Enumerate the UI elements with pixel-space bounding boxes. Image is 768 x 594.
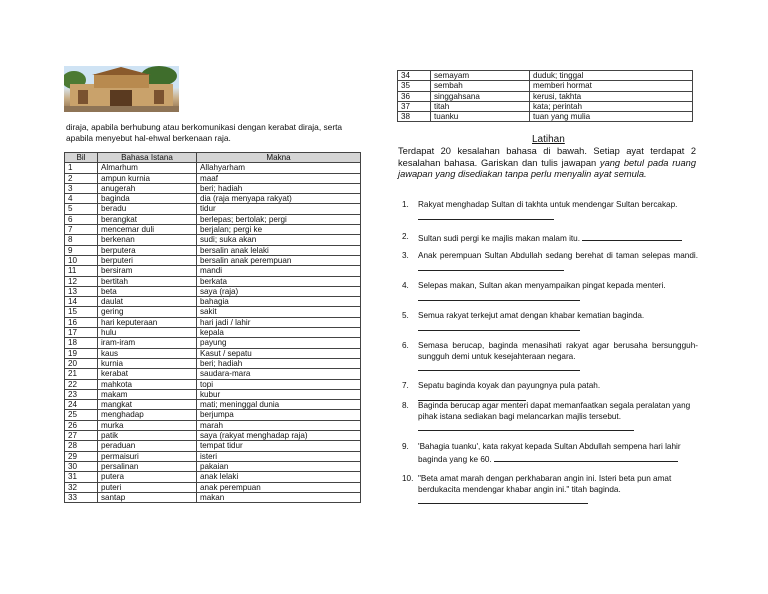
intro-paragraph: diraja, apabila berhubung atau berkomunikasi dengan kerabat diraja, serta apabila menyebut hal-ehwal berkenaan raja.: [66, 122, 343, 143]
cell-makna: tempat tidur: [197, 441, 361, 451]
cell-bil: 19: [65, 348, 98, 358]
latihan-instruction: [398, 146, 696, 181]
cell-bil: 11: [65, 266, 98, 276]
table-row: [65, 255, 361, 265]
header-makna: Makna: [197, 153, 361, 163]
table-row: [65, 420, 361, 430]
answer-blank[interactable]: [418, 495, 588, 504]
cell-bil: 37: [398, 101, 431, 111]
cell-bil: 33: [65, 492, 98, 502]
cell-bil: 9: [65, 245, 98, 255]
question-number: 4.: [402, 281, 409, 290]
table-row: [65, 183, 361, 193]
cell-bahasa-istana: mangkat: [98, 400, 197, 410]
cell-makna: sakit: [197, 307, 361, 317]
cell-bahasa-istana: patik: [98, 431, 197, 441]
cell-makna: isteri: [197, 451, 361, 461]
cell-bil: 36: [398, 91, 431, 101]
cell-makna: beri; hadiah: [197, 183, 361, 193]
table-row: [65, 389, 361, 399]
question-item: [402, 311, 698, 334]
cell-makna: pakaian: [197, 461, 361, 471]
question-number: 3.: [402, 251, 409, 260]
palace-photo: [64, 66, 179, 112]
table-row: [65, 173, 361, 183]
cell-bahasa-istana: mencemar duli: [98, 225, 197, 235]
question-text: Semua rakyat terkejut amat dengan khabar kematian baginda.: [418, 311, 645, 320]
table-row: [65, 338, 361, 348]
cell-bil: 6: [65, 214, 98, 224]
cell-bahasa-istana: menghadap: [98, 410, 197, 420]
cell-bil: 7: [65, 225, 98, 235]
cell-bahasa-istana: putera: [98, 472, 197, 482]
cell-makna: duduk; tinggal: [530, 71, 693, 81]
table-row: [65, 400, 361, 410]
cell-makna: marah: [197, 420, 361, 430]
cell-makna: sudi; suka akan: [197, 235, 361, 245]
cell-bil: 1: [65, 163, 98, 173]
cell-bil: 14: [65, 297, 98, 307]
question-item: [402, 341, 698, 375]
table-row: [65, 492, 361, 502]
table-row: [65, 431, 361, 441]
question-item: [402, 474, 698, 508]
cell-bil: 2: [65, 173, 98, 183]
table-row: [65, 297, 361, 307]
cell-bil: 4: [65, 194, 98, 204]
cell-bahasa-istana: berputeri: [98, 255, 197, 265]
instruction-text: Terdapat 20 kesalahan bahasa di bawah. Setiap ayat terdapat 2 kesalahan bahasa. Gariskan dan tulis jawapan: [398, 146, 696, 168]
cell-bahasa-istana: daulat: [98, 297, 197, 307]
cell-makna: saudara-mara: [197, 369, 361, 379]
cell-bahasa-istana: persalinan: [98, 461, 197, 471]
cell-bil: 22: [65, 379, 98, 389]
cell-bahasa-istana: puteri: [98, 482, 197, 492]
table-row: [65, 194, 361, 204]
cell-bahasa-istana: santap: [98, 492, 197, 502]
cell-bil: 24: [65, 400, 98, 410]
answer-blank[interactable]: [418, 362, 580, 371]
cell-bil: 32: [65, 482, 98, 492]
cell-bahasa-istana: bertitah: [98, 276, 197, 286]
cell-bil: 12: [65, 276, 98, 286]
question-number: 5.: [402, 311, 409, 320]
table-header-row: [65, 153, 361, 163]
question-number: 8.: [402, 401, 409, 410]
table-row: [65, 204, 361, 214]
cell-makna: mandi: [197, 266, 361, 276]
cell-bahasa-istana: berkenan: [98, 235, 197, 245]
cell-bahasa-istana: hari keputeraan: [98, 317, 197, 327]
question-number: 6.: [402, 341, 409, 350]
table-row: [65, 235, 361, 245]
table-row: [65, 441, 361, 451]
table-row: [65, 317, 361, 327]
cell-makna: bahagia: [197, 297, 361, 307]
question-item: [402, 281, 698, 304]
answer-blank[interactable]: [494, 453, 678, 462]
cell-makna: berkata: [197, 276, 361, 286]
question-text: Sepatu baginda koyak dan payungnya pula patah.: [418, 381, 698, 404]
cell-bahasa-istana: semayam: [431, 71, 530, 81]
question-number: 9.: [402, 442, 409, 451]
answer-blank[interactable]: [418, 211, 554, 220]
cell-bil: 29: [65, 451, 98, 461]
table-row: [65, 225, 361, 235]
cell-bahasa-istana: bersiram: [98, 266, 197, 276]
question-text: Sultan sudi pergi ke majlis makan malam itu.: [418, 232, 698, 245]
cell-bahasa-istana: gering: [98, 307, 197, 317]
table-row: [65, 245, 361, 255]
cell-bil: 16: [65, 317, 98, 327]
table-row: [398, 71, 693, 81]
cell-makna: dia (raja menyapa rakyat): [197, 194, 361, 204]
answer-blank[interactable]: [418, 392, 526, 401]
table-row: [65, 348, 361, 358]
table-row: [398, 81, 693, 91]
cell-bahasa-istana: anugerah: [98, 183, 197, 193]
cell-makna: berjalan; pergi ke: [197, 225, 361, 235]
cell-makna: Kasut / sepatu: [197, 348, 361, 358]
cell-makna: berjumpa: [197, 410, 361, 420]
cell-bil: 20: [65, 358, 98, 368]
cell-makna: bersalin anak lelaki: [197, 245, 361, 255]
question-text: Semasa berucap, baginda menasihati rakyat agar berusaha bersungguh-sungguh demi untuk kesejahteraan negara.: [418, 341, 698, 361]
table-row: [398, 101, 693, 111]
cell-bil: 13: [65, 286, 98, 296]
cell-bil: 31: [65, 472, 98, 482]
cell-bahasa-istana: kaus: [98, 348, 197, 358]
cell-bahasa-istana: kerabat: [98, 369, 197, 379]
cell-bil: 35: [398, 81, 431, 91]
table-row: [65, 328, 361, 338]
cell-bil: 21: [65, 369, 98, 379]
question-item: [402, 251, 698, 274]
cell-makna: Allahyarham: [197, 163, 361, 173]
cell-bil: 25: [65, 410, 98, 420]
header-bil: Bil: [65, 153, 98, 163]
cell-makna: tidur: [197, 204, 361, 214]
table-row: [65, 276, 361, 286]
cell-bahasa-istana: hulu: [98, 328, 197, 338]
question-number: 1.: [402, 200, 409, 209]
table-row: [65, 163, 361, 173]
question-text: "Beta amat marah dengan perkhabaran angin ini. Isteri beta pun amat berdukacita mendengar khabar angin ini." titah baginda.: [418, 474, 672, 494]
cell-bahasa-istana: beta: [98, 286, 197, 296]
question-item: [402, 232, 698, 245]
cell-bil: 3: [65, 183, 98, 193]
answer-blank[interactable]: [418, 422, 634, 431]
table-row: [65, 482, 361, 492]
latihan-title: Latihan: [532, 134, 565, 145]
cell-makna: memberi hormat: [530, 81, 693, 91]
question-text: Baginda berucap agar menteri dapat memanfaatkan segala peralatan yang pihak istana sediakan bagi melancarkan majlis tersebut.: [418, 401, 691, 421]
question-text: Anak perempuan Sultan Abdullah sedang berehat di taman selepas mandi.: [418, 251, 698, 274]
question-item: [402, 442, 698, 465]
cell-bil: 10: [65, 255, 98, 265]
cell-bahasa-istana: Almarhum: [98, 163, 197, 173]
cell-bil: 8: [65, 235, 98, 245]
cell-makna: bersalin anak perempuan: [197, 255, 361, 265]
cell-makna: makan: [197, 492, 361, 502]
header-bahasa-istana: Bahasa Istana: [98, 153, 197, 163]
table-row: [65, 472, 361, 482]
cell-makna: anak perempuan: [197, 482, 361, 492]
cell-bahasa-istana: tuanku: [431, 112, 530, 122]
answer-blank[interactable]: [418, 322, 580, 331]
cell-makna: payung: [197, 338, 361, 348]
cell-bahasa-istana: berangkat: [98, 214, 197, 224]
table-row: [65, 410, 361, 420]
cell-bil: 23: [65, 389, 98, 399]
cell-bahasa-istana: berputera: [98, 245, 197, 255]
table-row: [65, 461, 361, 471]
cell-bahasa-istana: beradu: [98, 204, 197, 214]
cell-bil: 38: [398, 112, 431, 122]
cell-bil: 30: [65, 461, 98, 471]
cell-bil: 26: [65, 420, 98, 430]
cell-makna: saya (rakyat menghadap raja): [197, 431, 361, 441]
bahasa-istana-table-continued: [397, 70, 693, 122]
table-row: [65, 266, 361, 276]
question-text: Selepas makan, Sultan akan menyampaikan pingat kepada menteri.: [418, 281, 666, 290]
cell-makna: anak lelaki: [197, 472, 361, 482]
question-text: Rakyat menghadap Sultan di takhta untuk mendengar Sultan bercakap.: [418, 200, 678, 209]
table-row: [65, 369, 361, 379]
cell-bahasa-istana: titah: [431, 101, 530, 111]
table-row: [65, 379, 361, 389]
cell-bahasa-istana: murka: [98, 420, 197, 430]
answer-blank[interactable]: [418, 262, 564, 271]
table-row: [65, 307, 361, 317]
cell-makna: berlepas; bertolak; pergi: [197, 214, 361, 224]
answer-blank[interactable]: [582, 232, 682, 241]
cell-bahasa-istana: sembah: [431, 81, 530, 91]
cell-makna: tuan yang mulia: [530, 112, 693, 122]
cell-bil: 15: [65, 307, 98, 317]
question-number: 7.: [402, 381, 409, 390]
question-item: [402, 200, 698, 223]
cell-bil: 27: [65, 431, 98, 441]
question-number: 2.: [402, 232, 409, 241]
bahasa-istana-table: [64, 152, 361, 503]
instruction-italic-text: yang betul pada ruang jawapan yang disediakan tanpa perlu menyalin ayat semula.: [398, 157, 696, 180]
cell-makna: kerusi, takhta: [530, 91, 693, 101]
cell-bahasa-istana: baginda: [98, 194, 197, 204]
table-row: [65, 214, 361, 224]
question-text: 'Bahagia tuanku', kata rakyat kepada Sultan Abdullah sempena hari lahir baginda yang ke 60.: [418, 442, 681, 464]
cell-bahasa-istana: mahkota: [98, 379, 197, 389]
question-item: [402, 401, 698, 435]
cell-bil: 18: [65, 338, 98, 348]
cell-bahasa-istana: ampun kurnia: [98, 173, 197, 183]
cell-bil: 34: [398, 71, 431, 81]
cell-bil: 17: [65, 328, 98, 338]
cell-makna: kata; perintah: [530, 101, 693, 111]
cell-bil: 28: [65, 441, 98, 451]
table-row: [398, 112, 693, 122]
cell-bahasa-istana: singgahsana: [431, 91, 530, 101]
cell-makna: beri; hadiah: [197, 358, 361, 368]
cell-makna: mati; meninggal dunia: [197, 400, 361, 410]
table-row: [398, 91, 693, 101]
table-row: [65, 451, 361, 461]
cell-makna: topi: [197, 379, 361, 389]
cell-bahasa-istana: iram-iram: [98, 338, 197, 348]
cell-makna: hari jadi / lahir: [197, 317, 361, 327]
cell-bahasa-istana: makam: [98, 389, 197, 399]
cell-bahasa-istana: permaisuri: [98, 451, 197, 461]
cell-bahasa-istana: peraduan: [98, 441, 197, 451]
cell-makna: kepala: [197, 328, 361, 338]
cell-makna: maaf: [197, 173, 361, 183]
cell-makna: kubur: [197, 389, 361, 399]
table-row: [65, 358, 361, 368]
cell-bil: 5: [65, 204, 98, 214]
question-number: 10.: [402, 474, 414, 483]
table-row: [65, 286, 361, 296]
cell-makna: saya (raja): [197, 286, 361, 296]
answer-blank[interactable]: [418, 292, 580, 301]
cell-bahasa-istana: kurnia: [98, 358, 197, 368]
